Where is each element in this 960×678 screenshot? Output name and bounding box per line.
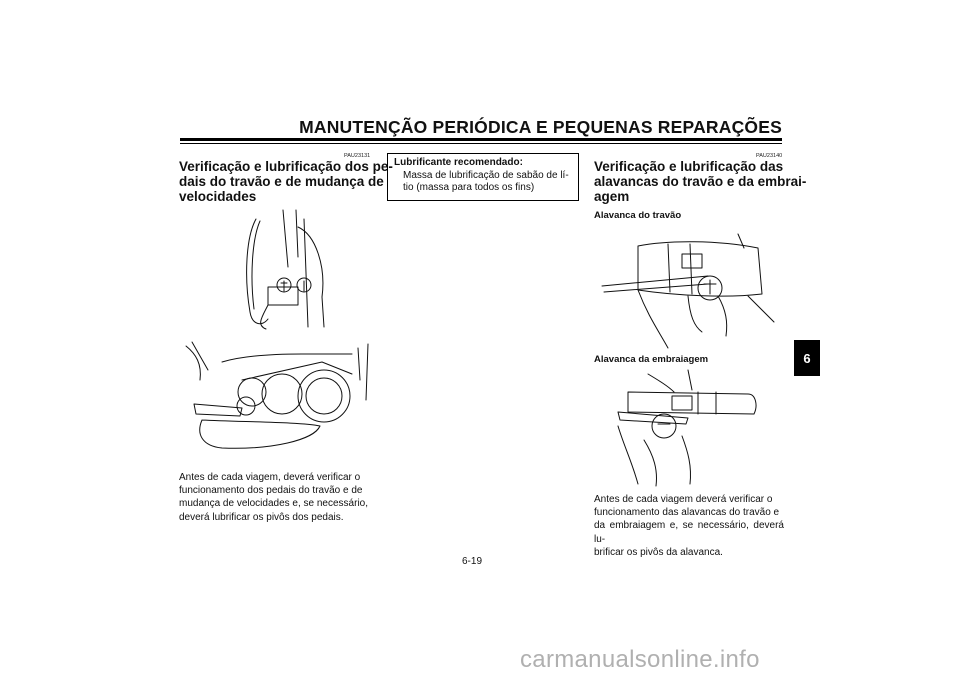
header-rule-thick (180, 138, 782, 141)
right-title-line: agem (594, 189, 630, 204)
right-section-title (594, 159, 806, 204)
right-section-code: PAU23140 (756, 153, 783, 159)
clutch-lever-illustration (598, 366, 778, 490)
body-line: funcionamento dos pedais do travão e de (179, 485, 363, 497)
right-title-line: Verificação e lubrificação das (594, 159, 784, 174)
left-section-code: PAU23131 (344, 153, 371, 159)
right-title-line: alavancas do travão e da embrai- (594, 174, 807, 189)
body-line: da embraiagem e, se necessário, deverá lu- (594, 520, 784, 545)
note-heading: Lubrificante recomendado: (394, 157, 523, 168)
brake-lever-illustration (598, 226, 778, 352)
left-title-line: velocidades (179, 189, 257, 204)
left-title-line: Verificação e lubrificação dos pe- (179, 159, 393, 174)
body-line: Antes de cada viagem, deverá verificar o (179, 472, 361, 483)
left-section-title (179, 159, 393, 204)
note-line: Massa de lubrificação de sabão de lí- (403, 169, 569, 181)
clutch-lever-heading: Alavanca da embraiagem (594, 354, 709, 365)
body-line: deverá lubrificar os pivôs dos pedais. (179, 511, 344, 523)
right-section-body (594, 493, 784, 559)
shift-pedal-illustration (182, 340, 378, 460)
brake-lever-heading: Alavanca do travão (594, 210, 682, 221)
body-line: mudança de velocidades e, se necessário, (179, 498, 369, 510)
brake-pedal-illustration (238, 207, 338, 335)
page-header-title: MANUTENÇÃO PERIÓDICA E PEQUENAS REPARAÇÕES (299, 117, 782, 137)
body-line: brificar os pivôs da alavanca. (594, 546, 723, 558)
body-line: funcionamento das alavancas do travão e (594, 507, 780, 519)
left-title-line: dais do travão e de mudança de (179, 174, 384, 189)
note-line: tio (massa para todos os fins) (403, 182, 535, 193)
left-section-body (179, 471, 374, 524)
page-number: 6-19 (462, 556, 483, 567)
watermark-text: carmanualsonline.info (520, 646, 760, 673)
body-line: Antes de cada viagem deverá verificar o (594, 494, 773, 505)
header-rule-thin (180, 143, 782, 144)
lubricant-note-box (387, 153, 579, 201)
chapter-tab: 6 (794, 340, 820, 376)
